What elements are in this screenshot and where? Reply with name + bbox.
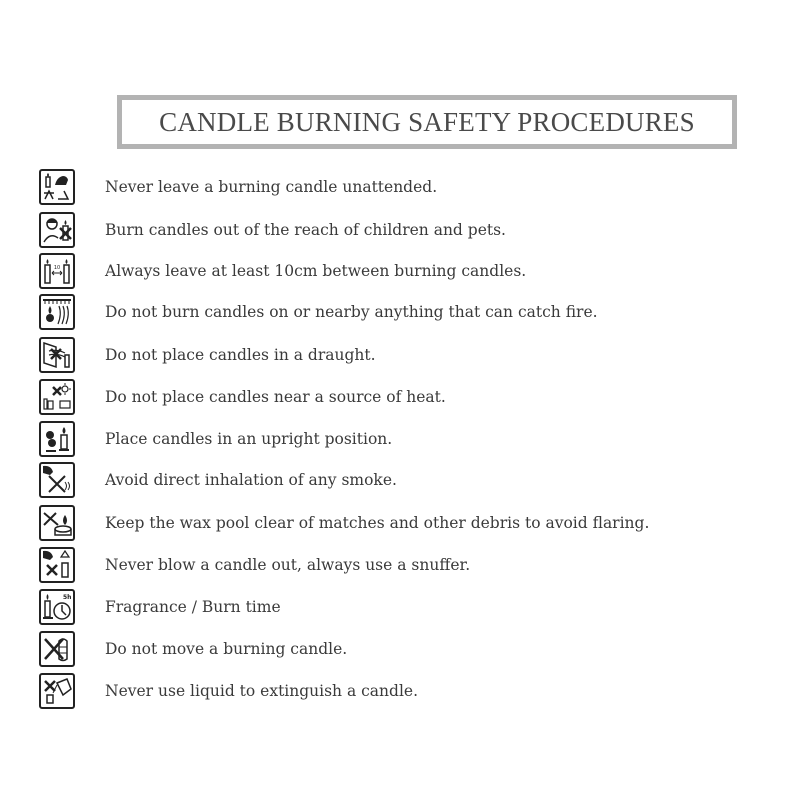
list-item bbox=[39, 672, 419, 710]
list-item bbox=[39, 336, 376, 374]
item-text: Never use liquid to extinguish a candle. bbox=[105, 682, 419, 700]
list-item bbox=[39, 293, 598, 331]
burn-time-clock-icon bbox=[39, 589, 75, 625]
page-title: CANDLE BURNING SAFETY PROCEDURES bbox=[159, 106, 695, 137]
item-text: Do not place candles near a source of heat. bbox=[105, 388, 446, 406]
do-not-move-icon bbox=[39, 631, 75, 667]
children-pets-icon bbox=[39, 212, 75, 248]
flammable-curtains-icon bbox=[39, 294, 75, 330]
no-smoke-inhalation-icon bbox=[39, 462, 75, 498]
use-snuffer-icon bbox=[39, 547, 75, 583]
candle-spacing-10cm-icon bbox=[39, 253, 75, 289]
item-text: Never leave a burning candle unattended. bbox=[105, 178, 438, 196]
list-item bbox=[39, 504, 650, 542]
list-item bbox=[39, 252, 527, 290]
item-text: Avoid direct inhalation of any smoke. bbox=[105, 471, 397, 489]
upright-candle-icon bbox=[39, 421, 75, 457]
item-text: Place candles in an upright position. bbox=[105, 430, 393, 448]
unattended-candle-icon bbox=[39, 169, 75, 205]
item-text: Burn candles out of the reach of children and pets. bbox=[105, 221, 506, 239]
list-item bbox=[39, 461, 397, 499]
item-text: Keep the wax pool clear of matches and other debris to avoid flaring. bbox=[105, 514, 650, 532]
list-item bbox=[39, 420, 393, 458]
list-item bbox=[39, 211, 506, 249]
draught-icon bbox=[39, 337, 75, 373]
svg-text:10: 10 bbox=[53, 265, 61, 271]
burn-time-label: 5h bbox=[63, 594, 72, 601]
heat-source-icon bbox=[39, 379, 75, 415]
item-text: Never blow a candle out, always use a snuffer. bbox=[105, 556, 471, 574]
list-item bbox=[39, 630, 348, 668]
item-text: Fragrance / Burn time bbox=[105, 598, 281, 616]
title-box bbox=[117, 95, 737, 149]
list-item bbox=[39, 378, 446, 416]
item-text: Do not move a burning candle. bbox=[105, 640, 348, 658]
list-item bbox=[39, 588, 281, 626]
no-liquid-extinguish-icon bbox=[39, 673, 75, 709]
item-text: Do not place candles in a draught. bbox=[105, 346, 376, 364]
item-text: Always leave at least 10cm between burning candles. bbox=[105, 262, 527, 280]
wax-pool-debris-icon bbox=[39, 505, 75, 541]
item-text: Do not burn candles on or nearby anything that can catch fire. bbox=[105, 303, 598, 321]
list-item bbox=[39, 168, 438, 206]
list-item bbox=[39, 546, 471, 584]
